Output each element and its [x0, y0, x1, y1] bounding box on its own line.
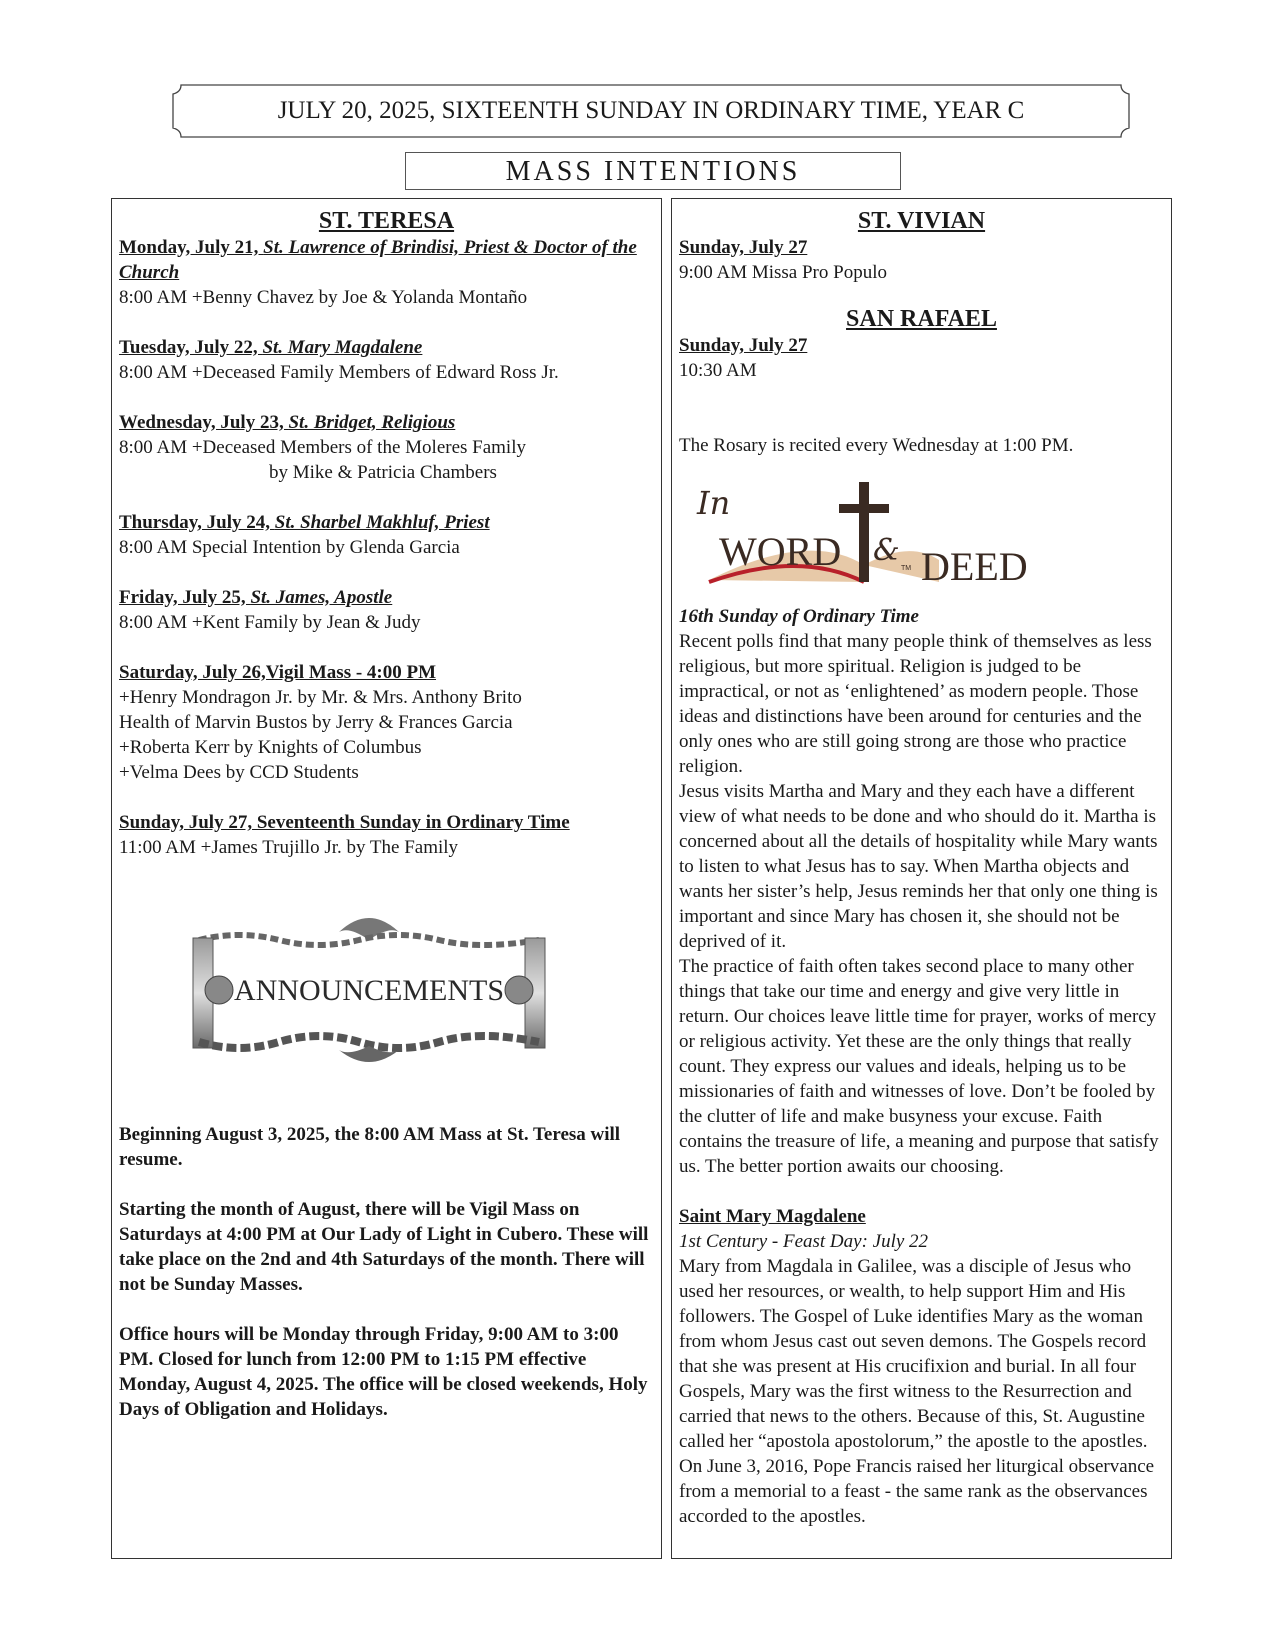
day-entry-friday — [119, 585, 654, 610]
announcement-item: Starting the month of August, there will be Vigil Mass on Saturdays at 4:00 PM at Our Lady of Light in Cubero. These will take place on the 2nd and 4th Saturdays of the month. There will not be Sunday Masses. — [119, 1199, 649, 1295]
day-label: Sunday, July 27 — [679, 237, 808, 258]
reflection-paragraph: The practice of faith often takes second place to many other things that take our time and energy and give very little in return. Our choices leave little time for prayer, works of mercy or religious activity. Yet these are the only things that really count. They express our values and ideals, helping us to be missionaries of faith and witnesses of love. Don’t be fooled by the clutter of life and make busyness your excuse. Faith contains the treasure of life, a meaning and purpose that satisfy us. The better portion awaits our choosing. — [679, 956, 1159, 1177]
day-label: Wednesday, July 23, — [119, 412, 289, 433]
in-word-and-deed-logo — [689, 470, 1049, 600]
intention-line: +Roberta Kerr by Knights of Columbus — [119, 737, 422, 758]
saint-label: St. Mary Magdalene — [262, 337, 423, 358]
left-column — [111, 198, 662, 1559]
header-banner — [167, 84, 1135, 138]
day-entry-tuesday — [119, 335, 654, 360]
reflection-paragraph: Recent polls find that many people think of themselves as less religious, but more spiritual. Religion is judged to be impractical, or not as ‘enlightened’ as modern people. Those ideas and distinctions have been around for centuries and the only ones who are still going strong are those who practice religion. — [679, 631, 1152, 777]
day-label: Tuesday, July 22, — [119, 337, 263, 358]
intention-line: 8:00 AM +Kent Family by Jean & Judy — [119, 612, 421, 633]
logo-deed-text: DEED — [921, 544, 1028, 589]
day-entry-sunday — [119, 810, 654, 835]
logo-in-text: In — [697, 484, 731, 522]
right-column — [671, 198, 1172, 1559]
saint-label: St. James, Apostle — [250, 587, 393, 608]
logo-word-text: WORD — [719, 529, 842, 574]
saint-label: St. Bridget, Religious — [288, 412, 456, 433]
intention-line: 8:00 AM +Deceased Members of the Moleres Family — [119, 437, 526, 458]
intention-line: Health of Marvin Bustos by Jerry & Frances Garcia — [119, 712, 513, 733]
saint-paragraph: Mary from Magdala in Galilee, was a disciple of Jesus who used her resources, or wealth, to help support Him and His followers. The Gospel of Luke identifies Mary as the woman from whom Jesus cast out seven demons. The Gospels record that she was present at His crucifixion and burial. In all four Gospels, Mary was the first witness to the Resurrection and carried that news to the others. Because of this, St. Augustine called her “apostola apostolorum,” the apostle to the apostles. On June 3, 2016, Pope Francis raised her liturgical observance from a memorial to a feast - the same rank as the observances accorded to the apostles. — [679, 1256, 1155, 1527]
intention-line: +Henry Mondragon Jr. by Mr. & Mrs. Anthony Brito — [119, 687, 522, 708]
mass-intentions-title: MASS INTENTIONS — [405, 152, 901, 190]
day-label: Thursday, July 24, — [119, 512, 275, 533]
logo-amp-text: & — [873, 533, 900, 568]
saint-subtitle: 1st Century - Feast Day: July 22 — [679, 1231, 929, 1252]
church-st-teresa: ST. TERESA — [318, 208, 455, 234]
intention-line: 8:00 AM +Deceased Family Members of Edward Ross Jr. — [119, 362, 559, 383]
saint-title: Saint Mary Magdalene — [679, 1206, 866, 1227]
church-san-rafael: SAN RAFAEL — [846, 306, 997, 332]
day-entry-saturday — [119, 660, 654, 685]
day-label: Monday, July 21, — [119, 237, 264, 258]
day-label: Sunday, July 27 — [679, 335, 808, 356]
saint-label: St. Sharbel Makhluf, Priest — [274, 512, 490, 533]
cross-icon — [859, 482, 869, 582]
reflection-paragraph: Jesus visits Martha and Mary and they each have a different view of what needs to be done and who should do it. Martha is concerned about all the details of hospitality while Mary wants to listen to what Jesus has to say. When Martha objects and wants her sister’s help, Jesus reminds her that only one thing is important and since Mary has chosen it, she should not be deprived of it. — [679, 781, 1158, 952]
day-entry-wednesday — [119, 410, 654, 435]
announcement-item: Office hours will be Monday through Friday, 9:00 AM to 3:00 PM. Closed for lunch from 12:00 PM to 1:15 PM effective Monday, August 4, 2025. The office will be closed weekends, Holy Days of Obligation and Holidays. — [119, 1324, 648, 1420]
rosary-notice: The Rosary is recited every Wednesday at 1:00 PM. — [679, 435, 1074, 456]
reflection-title: 16th Sunday of Ordinary Time — [679, 606, 919, 627]
announcements-ornament-image — [189, 910, 549, 1070]
intention-line: by Mike & Patricia Chambers — [269, 462, 497, 483]
intention-line: 8:00 AM Special Intention by Glenda Garcia — [119, 537, 460, 558]
intention-line: 11:00 AM +James Trujillo Jr. by The Family — [119, 837, 459, 858]
announcements-logo-text: ANNOUNCEMENTS — [234, 974, 504, 1007]
intention-line: 10:30 AM — [679, 360, 757, 381]
saint-label: St. Lawrence of Brindisi, Priest & Doctor of the Church — [119, 237, 637, 283]
intention-line: +Velma Dees by CCD Students — [119, 762, 359, 783]
day-label: Sunday, July 27, Seventeenth Sunday in Ordinary Time — [119, 812, 570, 833]
day-label: Friday, July 25, — [119, 587, 251, 608]
logo-tm-text: TM — [901, 565, 912, 572]
intention-line: 8:00 AM +Benny Chavez by Joe & Yolanda Montaño — [119, 287, 528, 308]
day-label: Saturday, July 26,Vigil Mass - 4:00 PM — [119, 662, 437, 683]
intention-line: 9:00 AM Missa Pro Populo — [679, 262, 887, 283]
day-entry-monday — [119, 235, 654, 285]
banner-title: JULY 20, 2025, SIXTEENTH SUNDAY IN ORDINARY TIME, YEAR C — [277, 97, 1025, 124]
announcement-item: Beginning August 3, 2025, the 8:00 AM Mass at St. Teresa will resume. — [119, 1124, 621, 1170]
day-entry-thursday — [119, 510, 654, 535]
church-st-vivian: ST. VIVIAN — [857, 208, 986, 234]
